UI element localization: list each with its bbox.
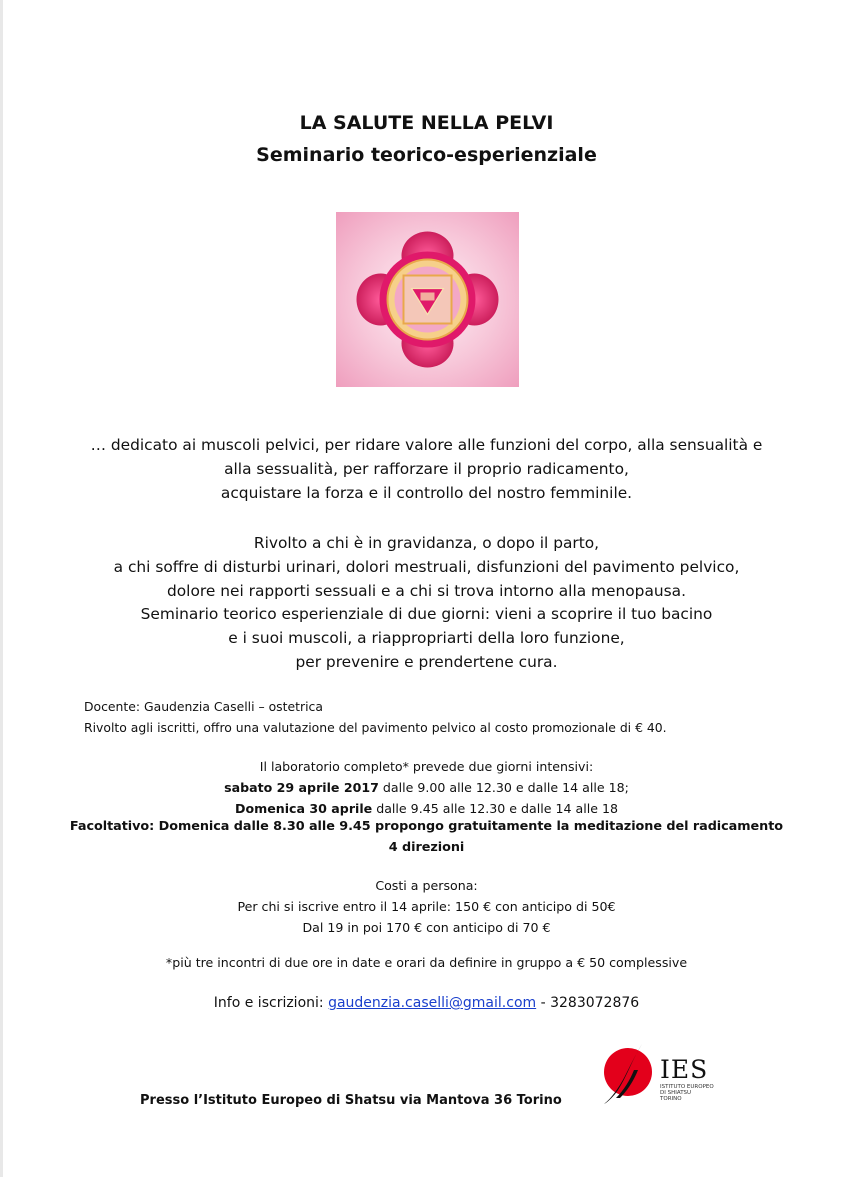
- logo-text: IES: [660, 1055, 709, 1084]
- audience-line: e i suoi muscoli, a riappropriarti della loro funzione,: [228, 629, 625, 648]
- footnote: *più tre incontri di due ore in date e orari da definire in gruppo a € 50 complessive: [165, 955, 688, 970]
- audience-line: a chi soffre di disturbi urinari, dolori mestruali, disfunzioni del pavimento pelvico,: [113, 557, 740, 576]
- lab-day-1: [0, 777, 853, 798]
- phone-number: - 3283072876: [536, 995, 640, 1011]
- offer-line: Rivolto agli iscritti, offro una valutazione del pavimento pelvico al costo promozionale di € 40.: [84, 720, 667, 735]
- info-label: Info e iscrizioni:: [213, 995, 329, 1011]
- audience-paragraph: [40, 532, 813, 675]
- logo-subtitle: [660, 1084, 714, 1103]
- lab-day-1-hours: dalle 9.00 alle 12.30 e dalle 14 alle 18;: [378, 780, 629, 795]
- lab-day-1-date: sabato 29 aprile 2017: [224, 780, 379, 795]
- audience-line: Seminario teorico esperienziale di due giorni: vieni a scoprire il tuo bacino: [140, 605, 713, 624]
- logo-subtitle-line: DI SHIATSU: [660, 1090, 692, 1097]
- venue-footer: Presso l’Istituto Europeo di Shatsu via Mantova 36 Torino: [140, 1093, 562, 1108]
- optional-line: 4 direzioni: [388, 840, 465, 855]
- costs-line: Dal 19 in poi 170 € con anticipo di 70 €: [302, 920, 551, 935]
- audience-line: Rivolto a chi è in gravidanza, o dopo il parto,: [253, 534, 600, 552]
- intro-line: alla sessualità, per rafforzare il proprio radicamento,: [224, 459, 629, 478]
- audience-line: per prevenire e prendertene cura.: [295, 652, 558, 671]
- logo-subtitle-line: TORINO: [660, 1096, 682, 1103]
- costs-line: Per chi si iscrive entro il 14 aprile: 150 € con anticipo di 50€: [237, 899, 616, 914]
- teacher-line: Docente: Gaudenzia Caselli – ostetrica: [84, 699, 323, 714]
- page-subtitle: Seminario teorico-esperienziale: [256, 144, 597, 166]
- teacher-block: [84, 696, 667, 738]
- root-chakra-image: [336, 212, 519, 387]
- optional-line: Facoltativo: Domenica dalle 8.30 alle 9.45 propongo gratuitamente la meditazione del radicamento: [69, 819, 784, 834]
- intro-line: … dedicato ai muscoli pelvici, per ridare valore alle funzioni del corpo, alla sensualità e: [90, 436, 763, 454]
- logo-subtitle-line: ISTITUTO EUROPEO: [660, 1084, 714, 1090]
- audience-line: dolore nei rapporti sessuali e a chi si trova intorno alla menopausa.: [167, 581, 686, 600]
- costs-block: [0, 875, 853, 938]
- lab-day-2-date: Domenica 30 aprile: [235, 801, 373, 816]
- lab-day-2-hours: dalle 9.45 alle 12.30 e dalle 14 alle 18: [372, 801, 618, 816]
- email-link[interactable]: gaudenzia.caselli@gmail.com: [328, 995, 537, 1011]
- lab-schedule: [0, 756, 853, 819]
- optional-meditation: [0, 816, 853, 858]
- page-title: LA SALUTE NELLA PELVI: [299, 112, 554, 134]
- info-line: [0, 992, 853, 1014]
- costs-heading: Costi a persona:: [375, 878, 478, 893]
- lab-intro: Il laboratorio completo* prevede due giorni intensivi:: [259, 759, 594, 774]
- intro-line: acquistare la forza e il controllo del nostro femminile.: [220, 483, 633, 502]
- intro-paragraph: [40, 434, 813, 505]
